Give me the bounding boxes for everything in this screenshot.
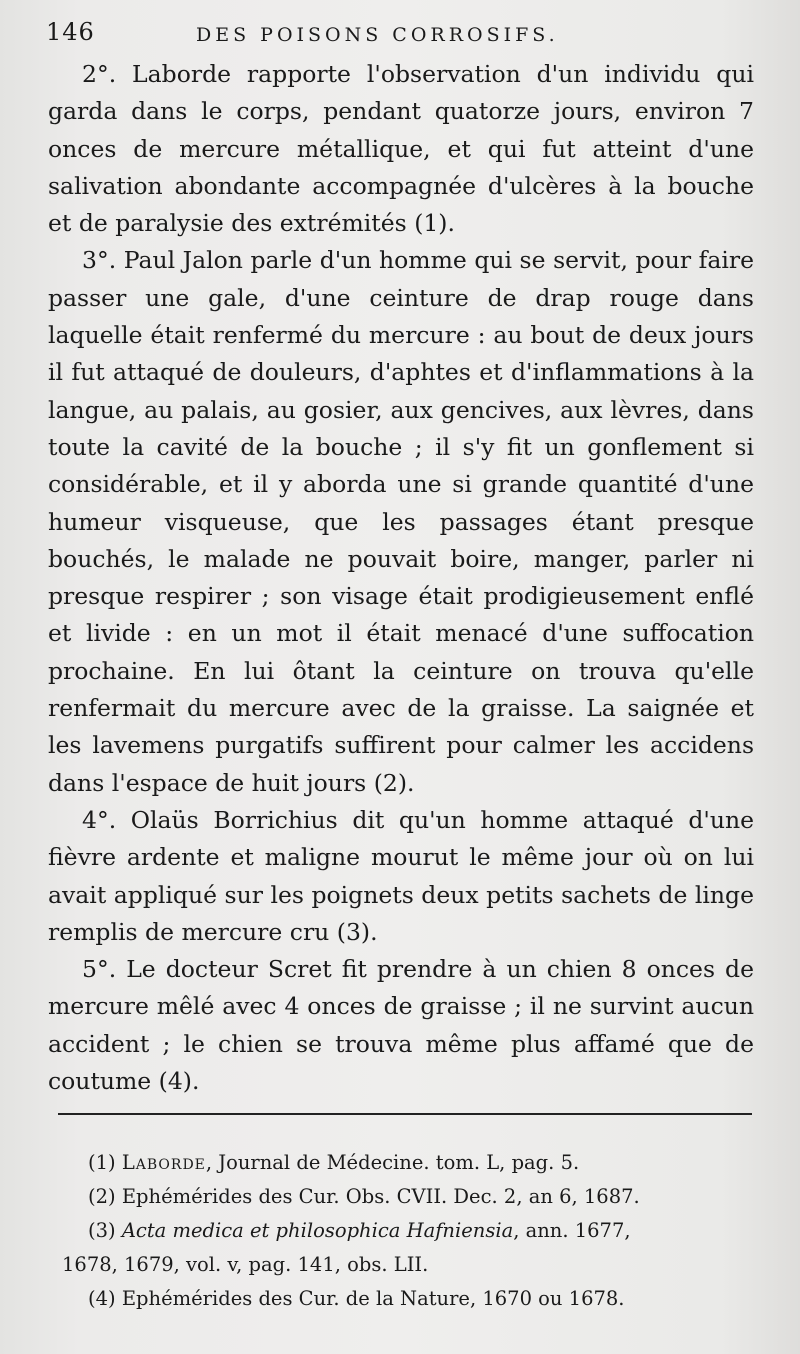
footnote-3-marker: (3) <box>88 1219 116 1242</box>
footnote-1-author: Laborde <box>121 1151 206 1174</box>
page-number: 146 <box>46 18 95 46</box>
footnote-2: (2) Ephémérides des Cur. Obs. CVII. Dec. 2, an 6, 1687. <box>88 1185 640 1208</box>
footnote-3-continuation: 1678, 1679, vol. v, pag. 141, obs. LII. <box>62 1253 429 1276</box>
footnote-rule <box>58 1113 752 1115</box>
footnote-1-text: , Journal de Médecine. tom. L, pag. 5. <box>205 1151 580 1174</box>
paragraph-3: 3°. Paul Jalon parle d'un homme qui se servit, pour faire passer une gale, d'une ceinture de drap rouge dans laquelle était renfermé du mercure : au bout de deux jours il fut attaqué de douleurs, d'aphtes et d'inflammations à la langue, au palais, au gosier, aux gencives, aux lèvres, dans toute la cavité de la bouche ; il s'y fit un gonflement si considérable, et il y aborda une si grande quantité d'une humeur visqueuse, que les passages étant presque bouchés, le malade ne pouvait boire, manger, parler ni presque respirer ; son visage était prodigieusement enflé et livide : en un mot il était menacé d'une suffocation prochaine. En lui ôtant la ceinture on trouva qu'elle renfermait du mercure avec de la graisse. La saignée et les lavemens purgatifs suffirent pour calmer les accidens dans l'espace de huit jours (2). <box>48 246 754 797</box>
footnotes <box>62 1146 758 1316</box>
footnote-3 <box>88 1214 758 1248</box>
footnote-3-text: , ann. 1677, <box>513 1219 631 1242</box>
page-header <box>46 18 746 50</box>
body-text <box>48 56 754 1100</box>
footnote-4: (4) Ephémérides des Cur. de la Nature, 1670 ou 1678. <box>88 1287 625 1310</box>
footnote-1-marker: (1) <box>88 1151 116 1174</box>
paragraph-2: 2°. Laborde rapporte l'observation d'un individu qui garda dans le corps, pendant quatorze jours, environ 7 onces de mercure métallique, et qui fut atteint d'une salivation abondante accompagnée d'ulcères à la bouche et de paralysie des extrémités (1). <box>48 60 754 238</box>
paragraph-4: 4°. Olaüs Borrichius dit qu'un homme attaqué d'une fièvre ardente et maligne mourut le même jour où on lui avait appliqué sur les poignets deux petits sachets de linge remplis de mercure cru (3). <box>48 805 754 946</box>
paragraph-5: 5°. Le docteur Scret fit prendre à un chien 8 onces de mercure mêlé avec 4 onces de graisse ; il ne survint aucun accident ; le chien se trouva même plus affamé que de coutume (4). <box>48 955 754 1096</box>
footnote-1 <box>88 1146 758 1180</box>
running-title: DES POISONS CORROSIFS. <box>196 24 559 46</box>
footnote-3-title: Acta medica et philosophica Hafniensia <box>121 1219 514 1242</box>
